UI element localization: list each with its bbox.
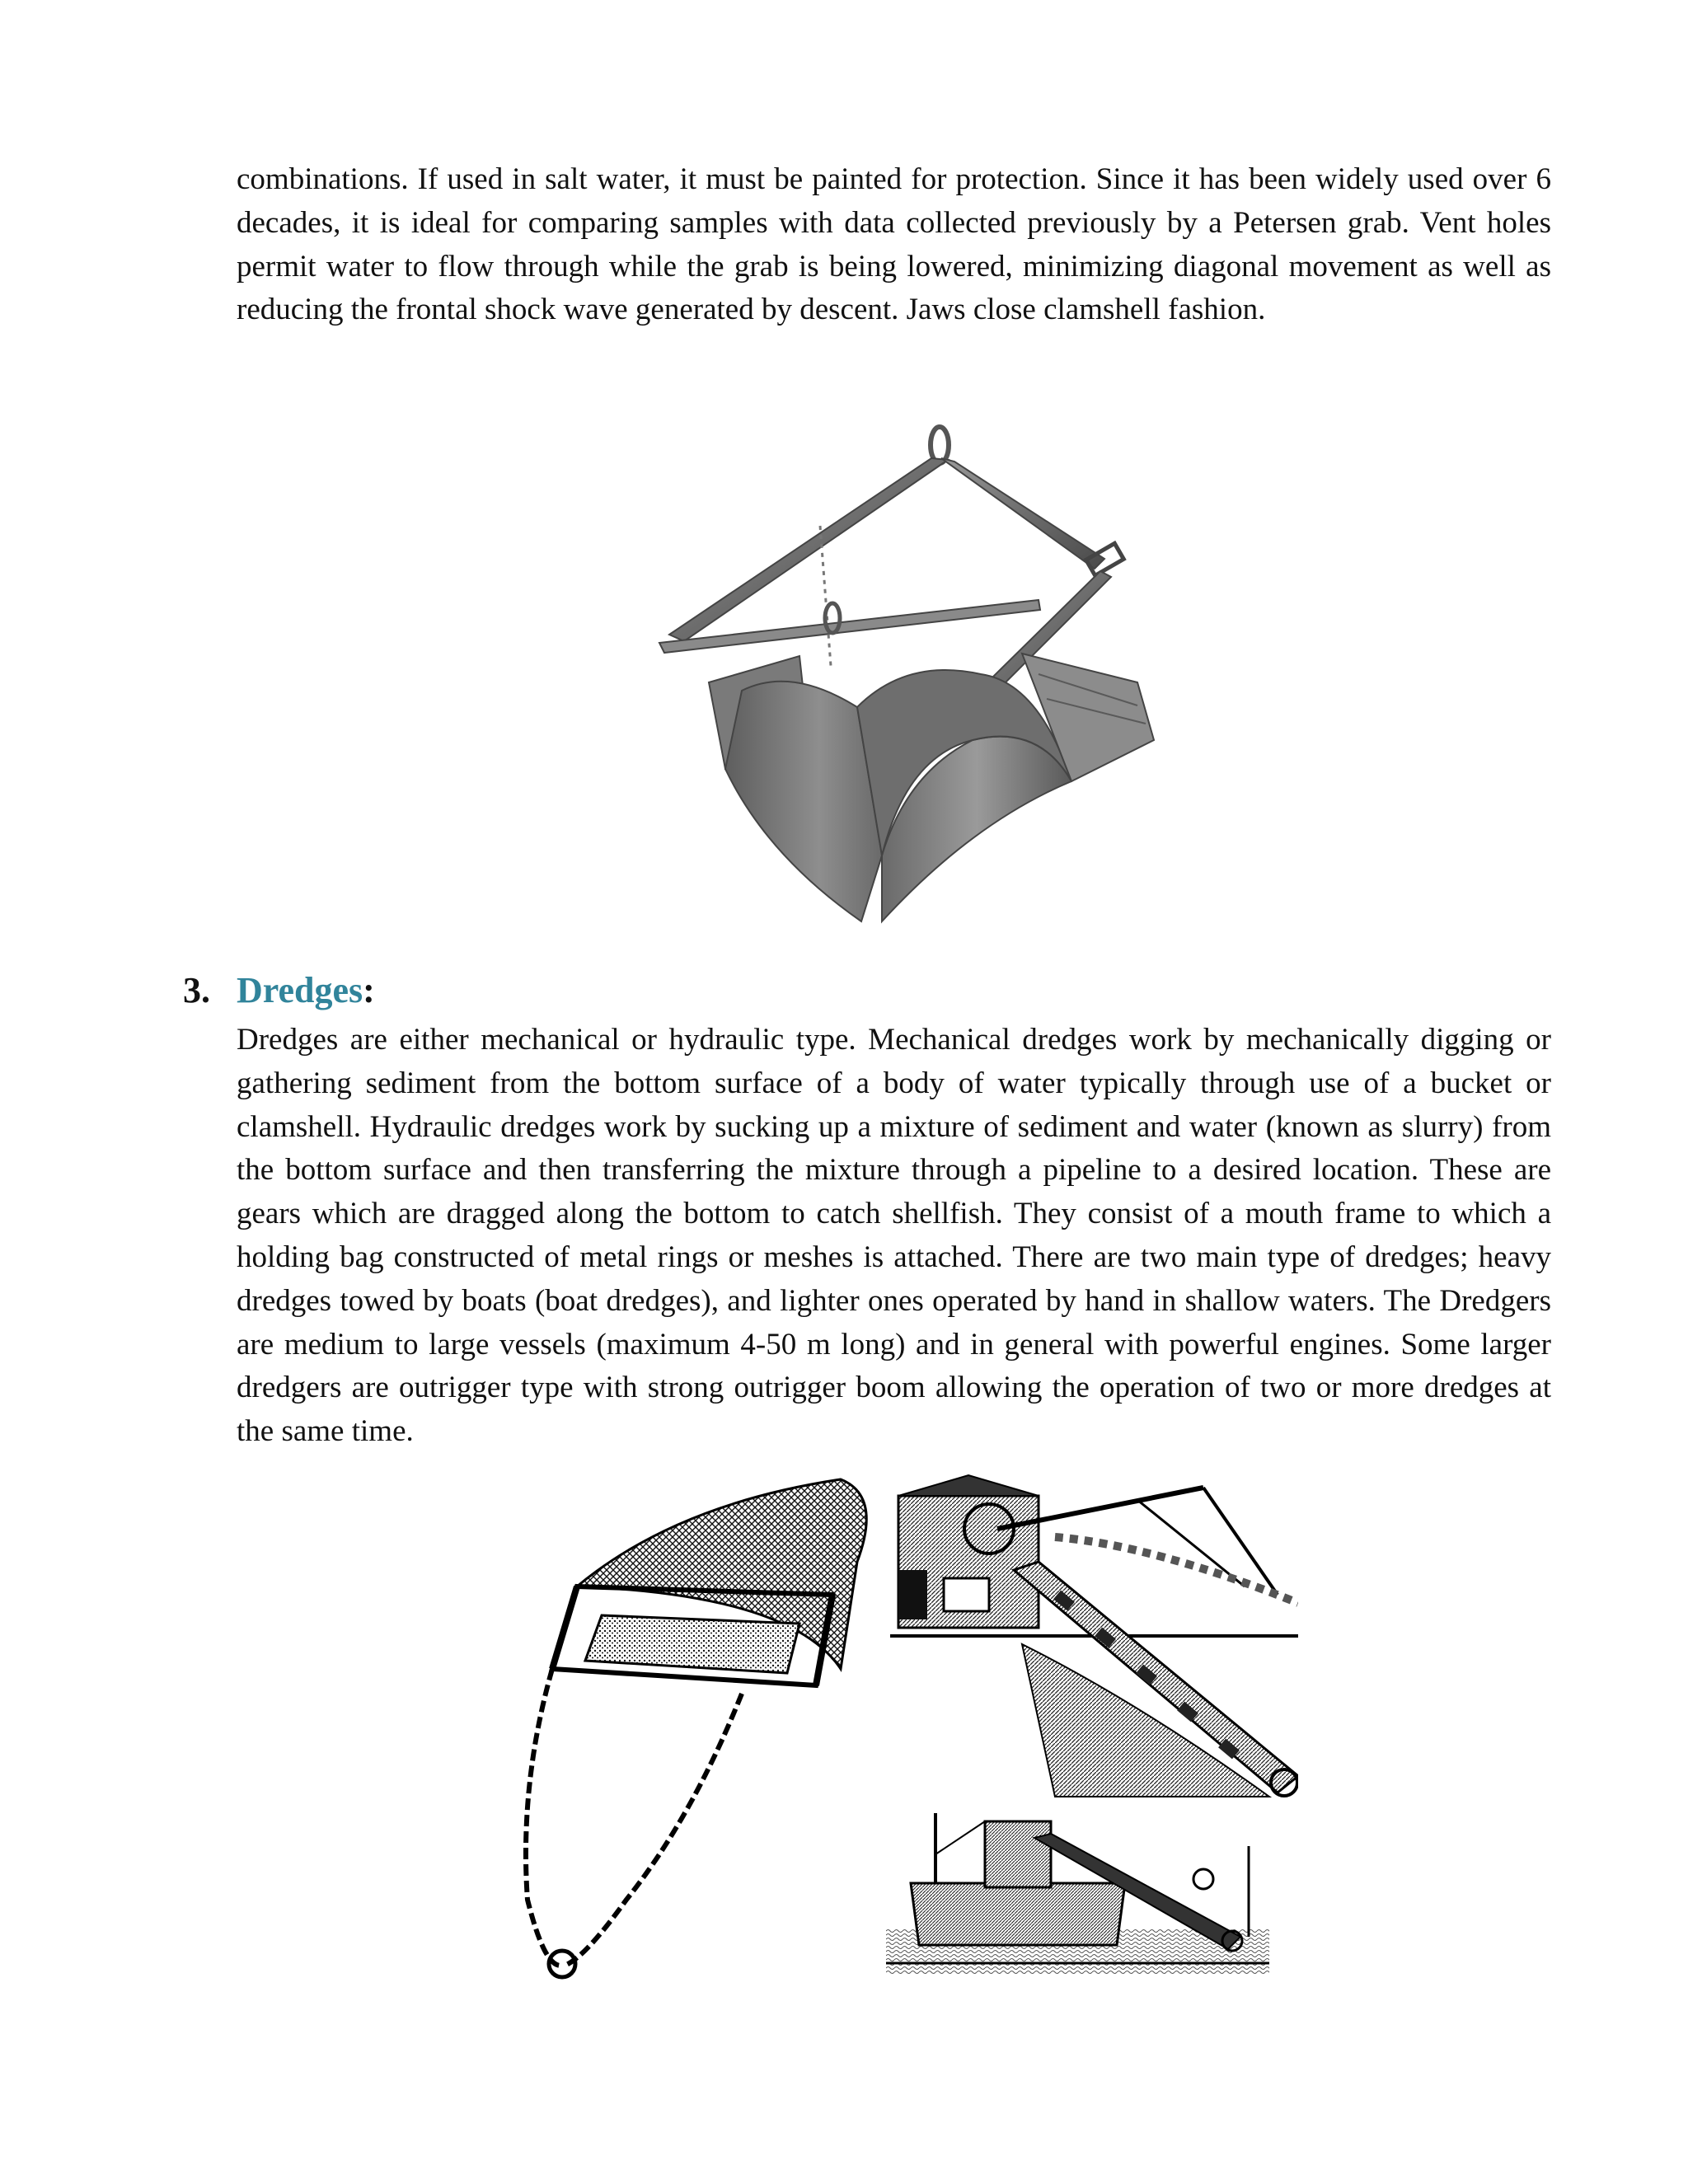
petersen-grab-figure xyxy=(610,394,1170,938)
bucket-dredger-figure-top xyxy=(890,1471,1298,1801)
bucket-dredger-icon xyxy=(890,1471,1298,1801)
section-heading-dredges xyxy=(183,966,375,1015)
paragraph-dredges-description: Dredges are either mechanical or hydraulic type. Mechanical dredges work by mechanically digging or gathering sediment from the bottom surface of a body of water typically through use of a bucket or clamshell. Hydraulic dredges work by sucking up a mixture of sediment and water (known as slurry) from the bottom surface and then transferring the mixture through a pipeline to a desired location. These are gears which are dragged along the bottom to catch shellfish. They consist of a mouth frame to which a holding bag constructed of metal rings or meshes is attached. There are two main type of dredges; heavy dredges towed by boats (boat dredges), and lighter ones operated by hand in shallow waters. The Dredgers are medium to large vessels (maximum 4-50 m long) and in general with powerful engines. Some larger dredgers are outrigger type with strong outrigger boom allowing the operation of two or more dredges at the same time. xyxy=(237,1023,1551,1449)
section-suffix: : xyxy=(363,970,375,1010)
petersen-grab-icon xyxy=(610,394,1170,938)
dredge-bag-icon xyxy=(495,1471,882,1982)
section-number: 3. xyxy=(183,970,210,1010)
dredge-bag-figure xyxy=(495,1471,882,1982)
bucket-dredger-boat-icon xyxy=(886,1805,1269,1974)
section-term: Dredges xyxy=(237,970,363,1010)
paragraph-grab-description: combinations. If used in salt water, it must be painted for protection. Since it has been widely used over 6 decades, it is ideal for comparing samples with data collected previously by a Petersen grab. Vent holes permit water to flow through while the grab is being lowered, minimizing diagonal movement as well as reducing the frontal shock wave generated by descent. Jaws close clamshell fashion. xyxy=(237,162,1551,327)
bucket-dredger-figure-bottom xyxy=(886,1805,1269,1974)
